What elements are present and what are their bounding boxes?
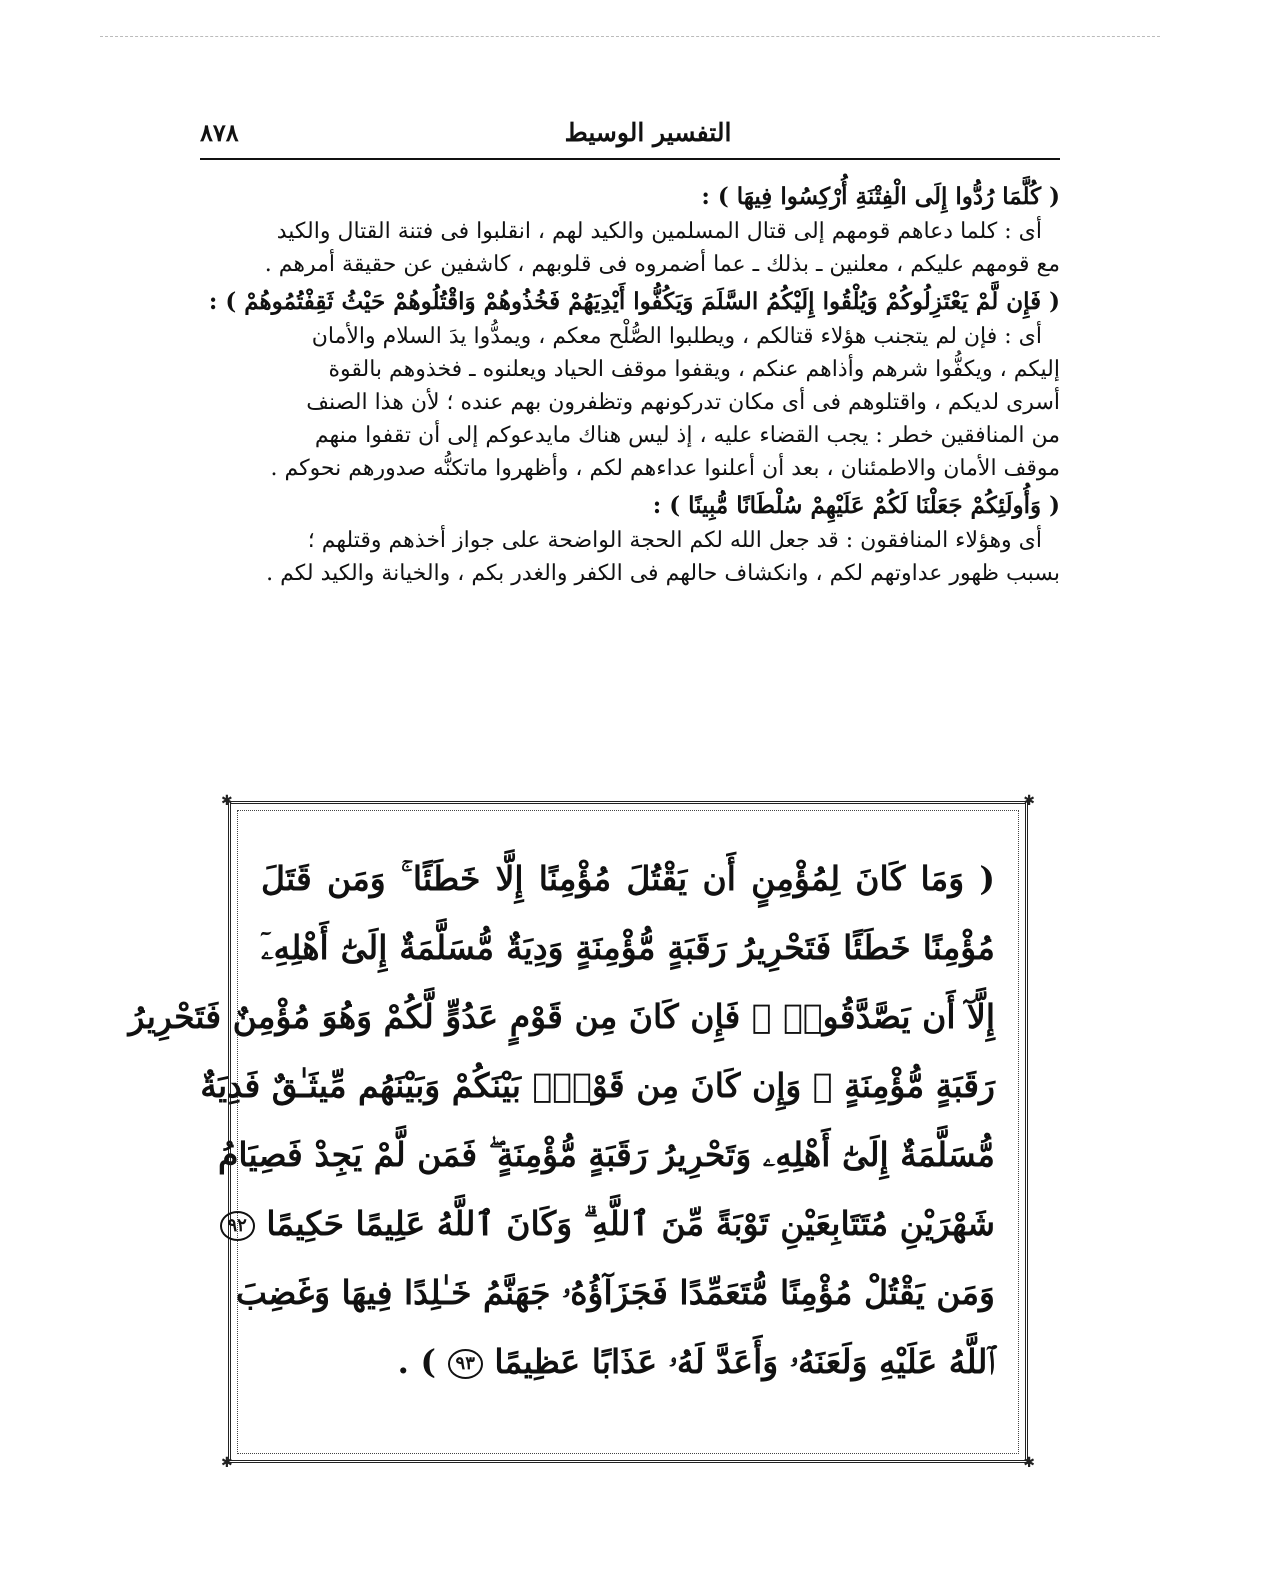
section-3 bbox=[200, 490, 1060, 589]
page-header bbox=[200, 118, 1060, 160]
quran-frame bbox=[128, 793, 1035, 1471]
quoted-verse: ( كُلَّمَا رُدُّوا إِلَى الْفِتْنَةِ أُرْكِسُوا فِيهَا ) : bbox=[701, 183, 1060, 210]
commentary-line: بسبب ظهور عداوتهم لكم ، وانكشاف حالهم فى الكفر والغدر بكم ، والخيانة والكيد لكم . bbox=[266, 561, 1060, 586]
scan-artifact-line bbox=[100, 36, 1160, 37]
section-1 bbox=[200, 181, 1060, 280]
commentary-body bbox=[200, 175, 1060, 591]
commentary-line: موقف الأمان والاطمئنان ، بعد أن أعلنوا عداءهم لكم ، وأظهروا ماتكنُّه صدورهم نحوكم . bbox=[270, 456, 1060, 481]
ayah-number-93: ٩٣ bbox=[448, 1349, 483, 1379]
commentary-line: أى وهؤلاء المنافقون : قد جعل الله لكم الحجة الواضحة على جواز أخذهم وقتلهم ؛ bbox=[307, 528, 1042, 553]
quran-line: رَقَبَةٍ مُّؤْمِنَةٍ ۖ وَإِن كَانَ مِن قَوْمٍۭ بَيْنَكُمْ وَبَيْنَهُم مِّيثَـٰقٌ فَدِيَةٌ bbox=[200, 1066, 995, 1105]
running-title: التفسير الوسيط bbox=[564, 118, 732, 147]
quran-line: ( وَمَا كَانَ لِمُؤْمِنٍ أَن يَقْتُلَ مُؤْمِنًا إِلَّا خَطَئًا ۚ وَمَن قَتَلَ bbox=[261, 859, 995, 898]
quran-text: ٱللَّهُ عَلَيْهِ وَلَعَنَهُۥ وَأَعَدَّ لَهُۥ عَذَابًا عَظِيمًا bbox=[494, 1342, 995, 1381]
quran-verses bbox=[128, 844, 995, 1396]
commentary-line: من المنافقين خطر : يجب القضاء عليه ، إذ ليس هناك مايدعوكم إلى أن تقفوا منهم bbox=[314, 423, 1060, 448]
quran-line: وَمَن يَقْتُلْ مُؤْمِنًا مُّتَعَمِّدًا فَجَزَآؤُهُۥ جَهَنَّمُ خَـٰلِدًا فِيهَا وَغَضِبَ bbox=[235, 1273, 995, 1312]
commentary-line: إليكم ، ويكفُّوا شرهم وأذاهم عنكم ، ويقفوا موقف الحياد ويعلنوه ـ فخذوهم بالقوة bbox=[328, 357, 1060, 382]
commentary-line: مع قومهم عليكم ، معلنين ـ بذلك ـ عما أضمروه فى قلوبهم ، كاشفين عن حقيقة أمرهم . bbox=[264, 252, 1060, 277]
quoted-verse: ( وَأُولَئِكُمْ جَعَلْنَا لَكُمْ عَلَيْهِمْ سُلْطَانًا مُّبِينًا ) : bbox=[652, 492, 1060, 519]
quran-line-with-ayah bbox=[261, 1327, 995, 1396]
ayah-number-92: ٩٢ bbox=[220, 1211, 255, 1241]
frame-corner-ornament: ✱ bbox=[1023, 1455, 1035, 1471]
quran-line-with-ayah bbox=[227, 1189, 995, 1258]
commentary-line: أى : فإن لم يتجنب هؤلاء قتالكم ، ويطلبوا الصُّلْح معكم ، ويمدُّوا يدَ السلام والأمان bbox=[311, 324, 1042, 349]
commentary-line: أى : كلما دعاهم قومهم إلى قتال المسلمين والكيد لهم ، انقلبوا فى فتنة القتال والكيد bbox=[276, 219, 1042, 244]
quran-line: إِلَّآ أَن يَصَّدَّقُوا۟ ۚ فَإِن كَانَ مِن قَوْمٍ عَدُوٍّ لَّكُمْ وَهُوَ مُؤْمِنٌ فَتَحْرِيرُ bbox=[128, 997, 995, 1036]
frame-corner-ornament: ✱ bbox=[221, 793, 233, 809]
frame-corner-ornament: ✱ bbox=[221, 1455, 233, 1471]
quoted-verse: ( فَإِن لَّمْ يَعْتَزِلُوكُمْ وَيُلْقُوا إِلَيْكُمُ السَّلَمَ وَيَكُفُّوا أَيْدِيَهُمْ فَخُذُوهُمْ وَاقْتُلُوهُمْ حَيْثُ ثَقِفْتُمُوهُمْ ) : bbox=[208, 288, 1060, 315]
quran-line: مُّسَلَّمَةٌ إِلَىٰٓ أَهْلِهِۦ وَتَحْرِيرُ رَقَبَةٍ مُّؤْمِنَةٍ ۖ فَمَن لَّمْ يَجِدْ فَصِيَامُ bbox=[218, 1135, 995, 1174]
closing-paren: ) . bbox=[397, 1342, 448, 1381]
frame-corner-ornament: ✱ bbox=[1023, 793, 1035, 809]
section-2 bbox=[200, 286, 1060, 484]
commentary-line: أسرى لديكم ، واقتلوهم فى أى مكان تدركونهم وتظفرون بهم عنده ؛ لأن هذا الصنف bbox=[306, 390, 1060, 415]
page-number: ٨٧٨ bbox=[200, 118, 239, 147]
quran-text: شَهْرَيْنِ مُتَتَابِعَيْنِ تَوْبَةً مِّنَ ٱللَّهِ ۗ وَكَانَ ٱللَّهُ عَلِيمًا حَكِيمًا bbox=[266, 1204, 995, 1243]
quran-line: مُؤْمِنًا خَطَئًا فَتَحْرِيرُ رَقَبَةٍ مُّؤْمِنَةٍ وَدِيَةٌ مُّسَلَّمَةٌ إِلَىٰٓ أَهْلِهِۦٓ bbox=[261, 928, 995, 967]
